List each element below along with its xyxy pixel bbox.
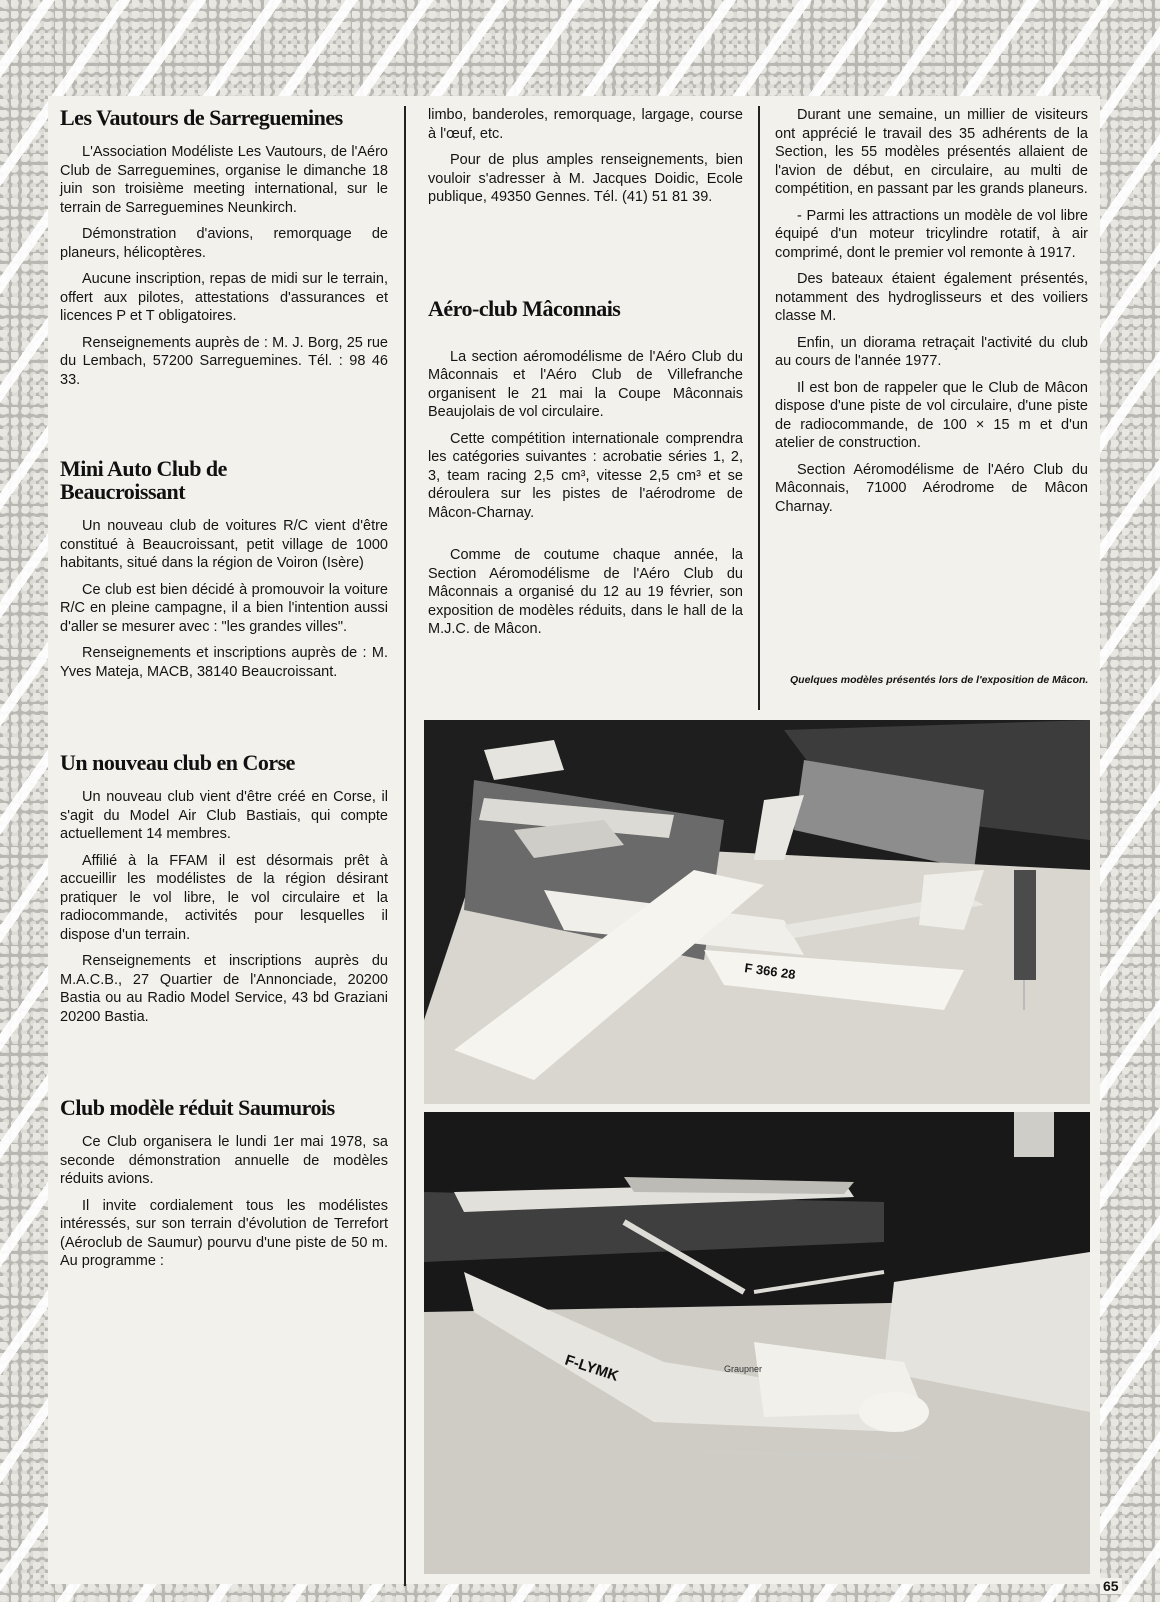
section-body-mini-auto-club [60,517,388,681]
paragraph: Renseignements et inscriptions auprès du M.A.C.B., 27 Quartier de l'Annonciade, 20200 Bastia ou au Radio Model Service, 43 bd Graziani 20200 Bastia. [60,953,388,1025]
section-title-saumurois: Club modèle réduit Saumurois [60,1095,335,1121]
section-title-vautours: Les Vautours de Sarreguemines [60,105,343,130]
photo-helicopter-models [424,1112,1090,1574]
paragraph: Ce club est bien décidé à promouvoir la voiture R/C en pleine campagne, il a bien l'intention aussi d'aller se mesurer avec : "les grandes villes". [60,581,388,635]
column-left [60,106,388,1279]
page-number: 65 [1100,1578,1122,1594]
paragraph: Il invite cordialement tous les modélistes intéressés, sur son terrain d'évolution de Terrefort (Aéroclub de Saumur) pourvu d'une piste de 50 m. Au programme : [60,1197,388,1270]
section-title-corse: Un nouveau club en Corse [60,750,295,776]
column-divider [404,106,406,1586]
paragraph: Renseignements et inscriptions auprès de : M. Yves Mateja, MACB, 38140 Beaucroissant. [60,645,388,680]
column-divider [758,106,760,710]
column-right [775,106,1088,524]
paragraph: Cette compétition internationale comprendra les catégories suivantes : acrobatie séries 1, 2, 3, team racing 2,5 cm³, vitesse 2,5 cm³ et se déroulera sur les pistes de l'aérodrome de Mâcon-Charnay. [428,430,743,521]
paragraph: Pour de plus amples renseignements, bien vouloir s'adresser à M. Jacques Doidic, Ecole publique, 49350 Gennes. Tél. (41) 51 81 39. [428,152,743,205]
section-body-saumurois [60,1133,388,1271]
paragraph: Comme de coutume chaque année, la Section Aéromodélisme de l'Aéro Club du Mâconnais a organisé du 12 au 19 février, son exposition de modèles réduits, dans le hall de la M.J.C. de Mâcon. [428,547,743,638]
paragraph: Renseignements auprès de : M. J. Borg, 25 rue du Lembach, 57200 Sarreguemines. Tél. : 98 46 33. [60,334,388,388]
section-body-aero-club-maconnais [428,348,743,639]
column-middle [428,106,743,647]
photo1-registration: F 366 28 [743,960,797,983]
section-body-corse [60,788,388,1026]
paragraph: Un nouveau club vient d'être créé en Corse, il s'agit du Model Air Club Bastiais, qui compte actuellement 14 membres. [60,789,388,843]
continued-text [428,106,743,207]
photo2-registration: F-LYMK [562,1351,621,1385]
paragraph: L'Association Modéliste Les Vautours, de l'Aéro Club de Sarreguemines, organise le dimanche 18 juin son troisième meeting international, sur le terrain de Sarreguemines Neunkirch. [60,144,388,216]
photo-aircraft-models [424,720,1090,1104]
photo-caption: Quelques modèles présentés lors de l'exposition de Mâcon. [790,674,1089,686]
paragraph: limbo, banderoles, remorquage, largage, course à l'œuf, etc. [428,107,743,142]
paragraph: Aucune inscription, repas de midi sur le terrain, offert aux pilotes, attestations d'assurances et licences P et T obligatoires. [60,271,388,325]
paragraph: Affilié à la FFAM il est désormais prêt à accueillir les modélistes de la région désirant pratiquer le vol libre, le vol circulaire et la radiocommande, activités pour lesquelles il dispose d'un terrain. [60,852,388,943]
paragraph: Enfin, un diorama retraçait l'activité du club au cours de l'année 1977. [775,334,1088,369]
paragraph: Durant une semaine, un millier de visiteurs ont apprécié le travail des 35 adhérents de la Section, les 55 modèles présentés allaient de l'avion de début, en circulaire, au multi de compétition, en passant par les grands planeurs. [775,107,1088,197]
section-title-aero-club-maconnais: Aéro-club Mâconnais [428,295,621,321]
section-body-vautours [60,143,388,389]
magazine-page [48,96,1100,1584]
paragraph: Ce Club organisera le lundi 1er mai 1978, sa seconde démonstration annuelle de modèles réduits avions. [60,1134,388,1188]
paragraph: - Parmi les attractions un modèle de vol libre équipé d'un moteur tricylindre rotatif, à air comprimé, dont le premier vol remonte à 1917. [775,207,1088,261]
paragraph: Des bateaux étaient également présentés, notamment des hydroglisseurs et des voiliers classe M. [775,271,1088,324]
paragraph: La section aéromodélisme de l'Aéro Club du Mâconnais et l'Aéro Club de Villefranche organisent le 21 mai la Coupe Mâconnais Beaujolais de vol circulaire. [428,348,743,421]
paragraph: Il est bon de rappeler que le Club de Mâcon dispose d'une piste de vol circulaire, d'une piste de radiocommande, de 100 × 15 m et d'un atelier de construction. [775,379,1088,451]
paragraph: Section Aéromodélisme de l'Aéro Club du Mâconnais, 71000 Aérodrome de Mâcon Charnay. [775,461,1088,515]
photo2-brand: Graupner [724,1364,763,1374]
paragraph: Démonstration d'avions, remorquage de planeurs, hélicoptères. [60,226,388,261]
section-title-mini-auto-club: Mini Auto Club de Beaucroissant [60,456,227,505]
paragraph: Un nouveau club de voitures R/C vient d'être constitué à Beaucroissant, petit village de 1000 habitants, situé dans la région de Voiron (Isère) [60,518,388,572]
